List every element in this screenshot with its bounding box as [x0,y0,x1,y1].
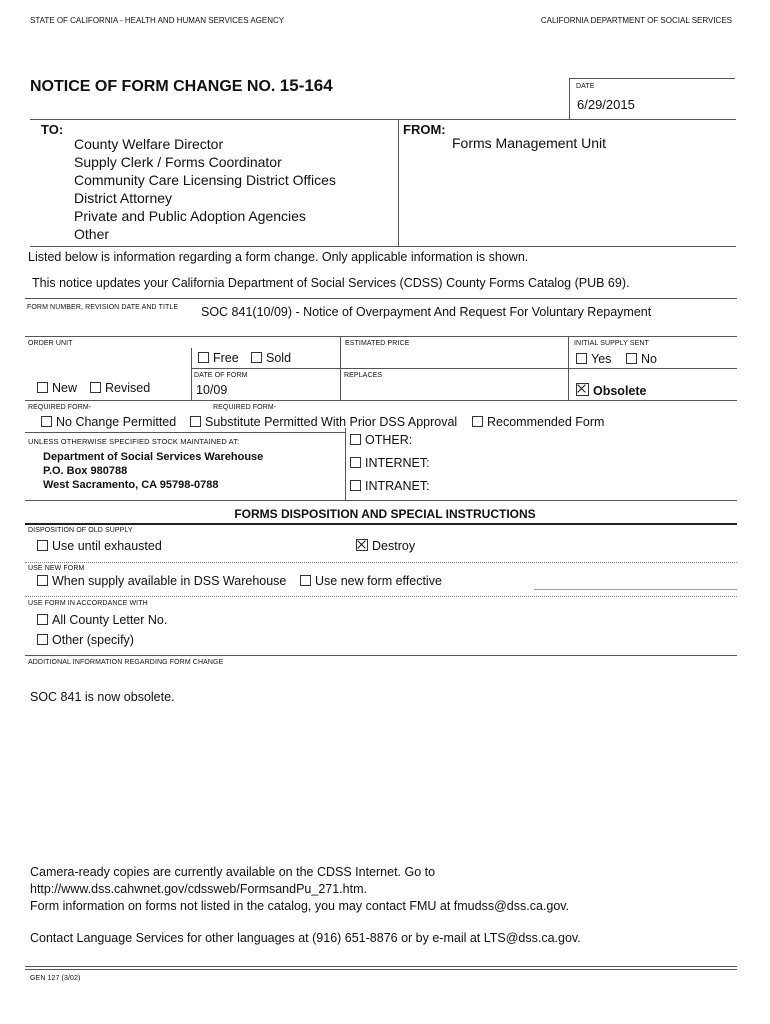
other-specify-checkbox[interactable] [37,634,48,645]
title-prefix: NOTICE OF FORM CHANGE NO. [30,78,276,95]
obsolete-checkbox[interactable] [576,383,589,396]
stock-line-3: West Sacramento, CA 95798-0788 [43,479,219,491]
form-id: GEN 127 (3/02) [30,975,81,982]
from-label: FROM: [403,122,446,137]
recipient: Other [74,226,110,242]
recipient: District Attorney [74,190,173,206]
destroy-label: Destroy [372,539,416,553]
date-of-form-label: DATE OF FORM [194,372,248,379]
no-label: No [641,352,657,366]
use-until-label: Use until exhausted [52,539,162,553]
accordance-label: USE FORM IN ACCORDANCE WITH [28,600,148,607]
disposition-heading: FORMS DISPOSITION AND SPECIAL INSTRUCTIONS [234,507,536,521]
internet-option[interactable] [350,456,430,470]
destroy-checkbox[interactable] [356,539,368,551]
acl-option[interactable] [37,613,167,627]
substitute-checkbox[interactable] [190,416,201,427]
destroy-option[interactable] [356,539,415,553]
no-change-checkbox[interactable] [41,416,52,427]
revised-option[interactable] [90,381,150,395]
required-form-label-2: REQUIRED FORM- [213,404,277,411]
new-checkbox[interactable] [37,382,48,393]
acl-label: All County Letter No. [52,613,168,627]
footer-line-4: Contact Language Services for other languages at (916) 651-8876 or by e-mail at LTS@dss.ca.gov. [30,931,581,945]
yes-label: Yes [591,352,612,366]
when-supply-label: When supply available in DSS Warehouse [52,574,287,588]
free-option[interactable] [198,351,239,365]
use-until-checkbox[interactable] [37,540,48,551]
recommended-option[interactable] [472,415,604,429]
recommended-label: Recommended Form [487,415,605,429]
to-recipients [74,135,336,243]
use-new-option[interactable] [300,574,442,588]
intranet-option[interactable] [350,479,430,493]
estimated-price-label: ESTIMATED PRICE [345,340,410,347]
obsolete-option[interactable] [576,383,647,398]
footer-line-1: Camera-ready copies are currently available on the CDSS Internet. Go to [30,865,436,879]
to-label: TO: [41,122,64,137]
from-value: Forms Management Unit [452,135,607,151]
other-checkbox[interactable] [350,434,361,445]
substitute-label: Substitute Permitted With Prior DSS Approval [205,415,458,429]
other-specify-option[interactable] [37,633,134,647]
when-supply-option[interactable] [37,574,286,588]
new-option[interactable] [37,381,77,395]
required-form-label-1: REQUIRED FORM- [28,404,92,411]
initial-supply-yes[interactable] [576,352,611,366]
use-new-label: Use new form effective [315,574,442,588]
no-change-label: No Change Permitted [56,415,177,429]
form-number-value: SOC 841(10/09) - Notice of Overpayment And Request For Voluntary Repayment [201,305,652,319]
intro-line-2: This notice updates your California Department of Social Services (CDSS) County Forms Catalog (PUB 69). [32,276,630,290]
free-label: Free [213,351,239,365]
revised-checkbox[interactable] [90,382,101,393]
page-title [30,76,333,96]
recommended-checkbox[interactable] [472,416,483,427]
other-option[interactable] [350,433,412,447]
additional-label: ADDITIONAL INFORMATION REGARDING FORM CHANGE [28,659,224,666]
use-new-checkbox[interactable] [300,575,311,586]
notice-number: 15-164 [279,76,333,95]
substitute-option[interactable] [190,415,457,429]
replaces-label: REPLACES [344,372,383,379]
effective-date-field[interactable] [534,589,737,590]
stock-address [43,450,263,492]
form-number-label: FORM NUMBER, REVISION DATE AND TITLE [27,304,179,311]
revised-label: Revised [105,381,151,395]
date-of-form-value: 10/09 [196,383,228,397]
new-label: New [52,381,78,395]
no-checkbox[interactable] [626,353,637,364]
obsolete-label: Obsolete [593,384,647,398]
use-new-form-label: USE NEW FORM [28,565,85,572]
recipient: Community Care Licensing District Offices [74,172,336,188]
stock-label: UNLESS OTHERWISE SPECIFIED STOCK MAINTAINED AT: [28,437,240,446]
intro-line-1: Listed below is information regarding a form change. Only applicable information is shown. [28,250,529,264]
when-supply-checkbox[interactable] [37,575,48,586]
stock-line-2: P.O. Box 980788 [43,465,128,477]
use-until-option[interactable] [37,539,162,553]
recipient: Supply Clerk / Forms Coordinator [74,154,282,170]
old-supply-label: DISPOSITION OF OLD SUPPLY [28,527,133,534]
intranet-checkbox[interactable] [350,480,361,491]
internet-checkbox[interactable] [350,457,361,468]
internet-label: INTERNET: [365,456,430,470]
recipient: County Welfare Director [74,136,224,152]
no-change-option[interactable] [41,415,176,429]
yes-checkbox[interactable] [576,353,587,364]
other-specify-label: Other (specify) [52,633,134,647]
acl-checkbox[interactable] [37,614,48,625]
footer-info [30,864,569,915]
additional-text: SOC 841 is now obsolete. [30,690,175,704]
sold-option[interactable] [251,351,291,365]
initial-supply-label: INITIAL SUPPLY SENT [574,340,649,347]
stock-line-1: Department of Social Services Warehouse [43,451,264,463]
sold-label: Sold [266,351,292,365]
other-label: OTHER: [365,433,413,447]
sold-checkbox[interactable] [251,352,262,363]
footer-line-3: Form information on forms not listed in the catalog, you may contact FMU at fmudss@dss.ca.gov. [30,899,570,913]
initial-supply-no[interactable] [626,352,657,366]
order-unit-label: ORDER UNIT [28,340,73,347]
intranet-label: INTRANET: [365,479,430,493]
footer-url: http://www.dss.cahwnet.gov/cdssweb/FormsandPu_271.htm. [30,882,367,896]
free-checkbox[interactable] [198,352,209,363]
recipient: Private and Public Adoption Agencies [74,208,306,224]
date-field[interactable]: 6/29/2015 [577,97,635,112]
date-label: DATE [576,83,595,90]
agency-header: STATE OF CALIFORNIA - HEALTH AND HUMAN SERVICES AGENCY [30,16,285,25]
department-header: CALIFORNIA DEPARTMENT OF SOCIAL SERVICES [540,16,732,25]
